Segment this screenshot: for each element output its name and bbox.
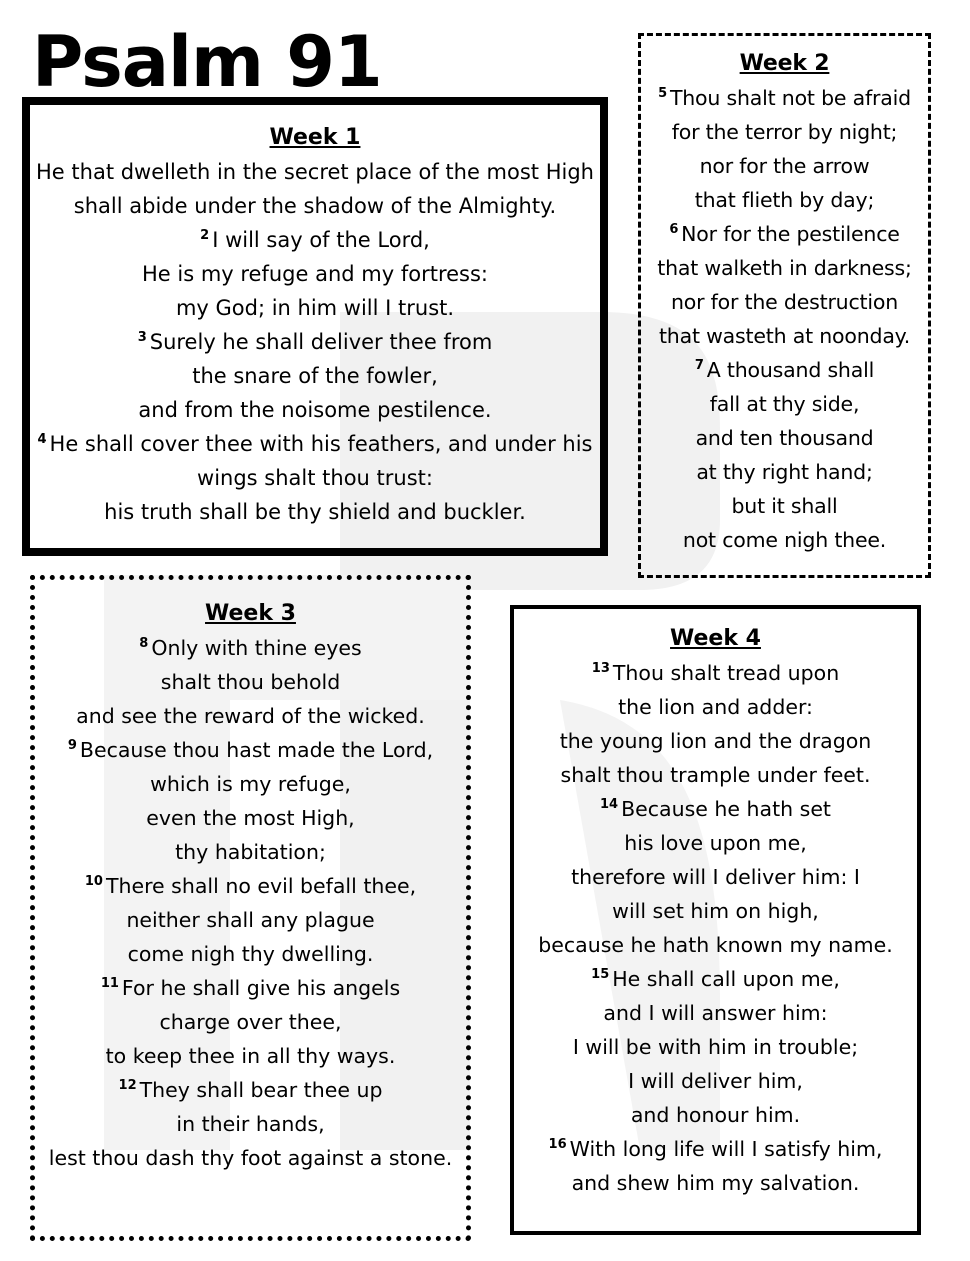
verse-line (35, 903, 466, 937)
verse-number: 16 (548, 1137, 567, 1153)
verse-text: not come nigh thee. (682, 528, 887, 552)
verse-number: 14 (600, 797, 619, 813)
verse-text: and see the reward of the wicked. (76, 704, 425, 728)
verse-number: 11 (100, 976, 119, 992)
verse-text: will set him on high, (612, 899, 819, 923)
verse-line (30, 393, 600, 427)
verse-text: to keep thee in all thy ways. (105, 1044, 396, 1068)
verse-text: nor for the arrow (699, 154, 870, 178)
verse-text: the snare of the fowler, (192, 364, 438, 388)
verse-line (30, 291, 600, 325)
verse-line (514, 962, 917, 996)
verse-text: because he hath known my name. (538, 933, 893, 957)
verse-line (35, 1141, 466, 1175)
verse-line (35, 869, 466, 903)
verse-line (641, 81, 928, 115)
verse-line (35, 631, 466, 665)
verse-line (35, 937, 466, 971)
verse-text: He shall call upon me, (612, 967, 840, 991)
verse-line (35, 1073, 466, 1107)
verse-number: 12 (118, 1078, 137, 1094)
verse-line (30, 427, 600, 461)
verse-line (35, 835, 466, 869)
verse-text: thy habitation; (175, 840, 326, 864)
verse-line (30, 223, 600, 257)
verse-line (641, 251, 928, 285)
verse-line (514, 724, 917, 758)
week-4-heading: Week 4 (670, 626, 761, 651)
verse-text: neither shall any plague (126, 908, 375, 932)
verse-line (641, 183, 928, 217)
week-3-verses (35, 631, 466, 1175)
verse-line (641, 489, 928, 523)
verse-text: the lion and adder: (618, 695, 813, 719)
verse-text: his truth shall be thy shield and buckler. (104, 500, 526, 524)
verse-text: charge over thee, (159, 1010, 342, 1034)
verse-line (514, 928, 917, 962)
verse-text: in their hands, (176, 1112, 325, 1136)
verse-line (641, 523, 928, 557)
verse-text: shalt thou trample under feet. (560, 763, 871, 787)
verse-text: There shall no evil befall thee, (105, 874, 417, 898)
verse-text: A thousand shall (706, 358, 875, 382)
verse-text: Because he hath set (621, 797, 831, 821)
verse-text: come nigh thy dwelling. (127, 942, 374, 966)
verse-line (514, 996, 917, 1030)
verse-line (514, 792, 917, 826)
verse-number: 5 (658, 86, 667, 102)
verse-text: at thy right hand; (696, 460, 873, 484)
verse-text: fall at thy side, (709, 392, 860, 416)
verse-text: He shall cover thee with his feathers, and under his (49, 432, 593, 456)
page-title: Psalm 91 (32, 21, 382, 103)
verse-line (514, 894, 917, 928)
verse-line (514, 1030, 917, 1064)
verse-text: shalt thou behold (160, 670, 341, 694)
verse-number: 13 (591, 661, 610, 677)
verse-text: Thou shalt tread upon (612, 661, 840, 685)
verse-text: Only with thine eyes (151, 636, 362, 660)
verse-text: nor for the destruction (670, 290, 899, 314)
verse-number: 8 (139, 636, 149, 652)
verse-line (35, 767, 466, 801)
verse-text: the young lion and the dragon (559, 729, 872, 753)
verse-line (641, 115, 928, 149)
verse-number: 10 (84, 874, 103, 890)
verse-line (641, 421, 928, 455)
verse-text: and ten thousand (695, 426, 874, 450)
week-4-verses (514, 656, 917, 1200)
verse-line (641, 387, 928, 421)
verse-line (514, 758, 917, 792)
verse-text: which is my refuge, (150, 772, 351, 796)
verse-number: 15 (591, 967, 610, 983)
verse-line (514, 1132, 917, 1166)
verse-text: for the terror by night; (671, 120, 898, 144)
verse-line (641, 149, 928, 183)
verse-text: Thou shalt not be afraid (669, 86, 911, 110)
verse-text: but it shall (731, 494, 838, 518)
verse-line (35, 699, 466, 733)
verse-line (30, 325, 600, 359)
verse-line (514, 690, 917, 724)
verse-line (641, 285, 928, 319)
verse-number: 9 (67, 738, 77, 754)
verse-line (30, 495, 600, 529)
verse-line (35, 801, 466, 835)
week-3-heading: Week 3 (205, 601, 296, 626)
verse-text: Surely he shall deliver thee from (149, 330, 493, 354)
verse-line (35, 1107, 466, 1141)
verse-text: I will say of the Lord, (212, 228, 430, 252)
verse-line (514, 826, 917, 860)
verse-text: lest thou dash thy foot against a stone. (48, 1146, 453, 1170)
verse-text: and from the noisome pestilence. (138, 398, 492, 422)
verse-line (514, 1064, 917, 1098)
week-4-box (510, 605, 921, 1235)
verse-line (30, 461, 600, 495)
verse-number: 7 (694, 358, 704, 374)
week-2-heading: Week 2 (739, 51, 830, 76)
verse-text: therefore will I deliver him: I (571, 865, 860, 889)
verse-text: shall abide under the shadow of the Almighty. (73, 194, 557, 218)
verse-number: 6 (669, 222, 679, 238)
verse-line (35, 1039, 466, 1073)
verse-number: 3 (137, 330, 147, 346)
verse-line (35, 971, 466, 1005)
verse-line (641, 353, 928, 387)
verse-text: that flieth by day; (694, 188, 875, 212)
verse-line (30, 189, 600, 223)
verse-number: 4 (37, 432, 47, 448)
week-2-box (638, 33, 931, 578)
verse-line (514, 1098, 917, 1132)
verse-text: For he shall give his angels (121, 976, 401, 1000)
verse-text: even the most High, (146, 806, 355, 830)
verse-line (641, 455, 928, 489)
verse-number: 2 (200, 228, 210, 244)
verse-text: Because thou hast made the Lord, (79, 738, 434, 762)
verse-text: With long life will I satisfy him, (569, 1137, 883, 1161)
verse-text: Nor for the pestilence (681, 222, 900, 246)
week-3-box (30, 575, 471, 1241)
verse-line (514, 860, 917, 894)
verse-text: and shew him my salvation. (571, 1171, 860, 1195)
verse-line (30, 155, 600, 189)
verse-line (30, 257, 600, 291)
verse-text: and honour him. (630, 1103, 801, 1127)
verse-line (641, 319, 928, 353)
week-2-verses (641, 81, 928, 557)
verse-line (35, 665, 466, 699)
verse-text: my God; in him will I trust. (175, 296, 455, 320)
verse-line (641, 217, 928, 251)
verse-text: I will deliver him, (628, 1069, 803, 1093)
verse-text: He is my refuge and my fortress: (141, 262, 489, 286)
verse-line (35, 1005, 466, 1039)
week-1-heading: Week 1 (269, 125, 361, 150)
verse-text: wings shalt thou trust: (197, 466, 433, 490)
week-1-verses (30, 155, 600, 529)
verse-text: and I will answer him: (603, 1001, 828, 1025)
verse-line (514, 1166, 917, 1200)
verse-line (30, 359, 600, 393)
verse-line (514, 656, 917, 690)
verse-text: that walketh in darkness; (657, 256, 912, 280)
week-1-box (22, 97, 608, 556)
verse-text: his love upon me, (624, 831, 807, 855)
verse-text: They shall bear thee up (139, 1078, 383, 1102)
verse-text: I will be with him in trouble; (572, 1035, 859, 1059)
verse-text: that wasteth at noonday. (658, 324, 911, 348)
verse-text: He that dwelleth in the secret place of the most High (36, 160, 594, 184)
verse-line (35, 733, 466, 767)
